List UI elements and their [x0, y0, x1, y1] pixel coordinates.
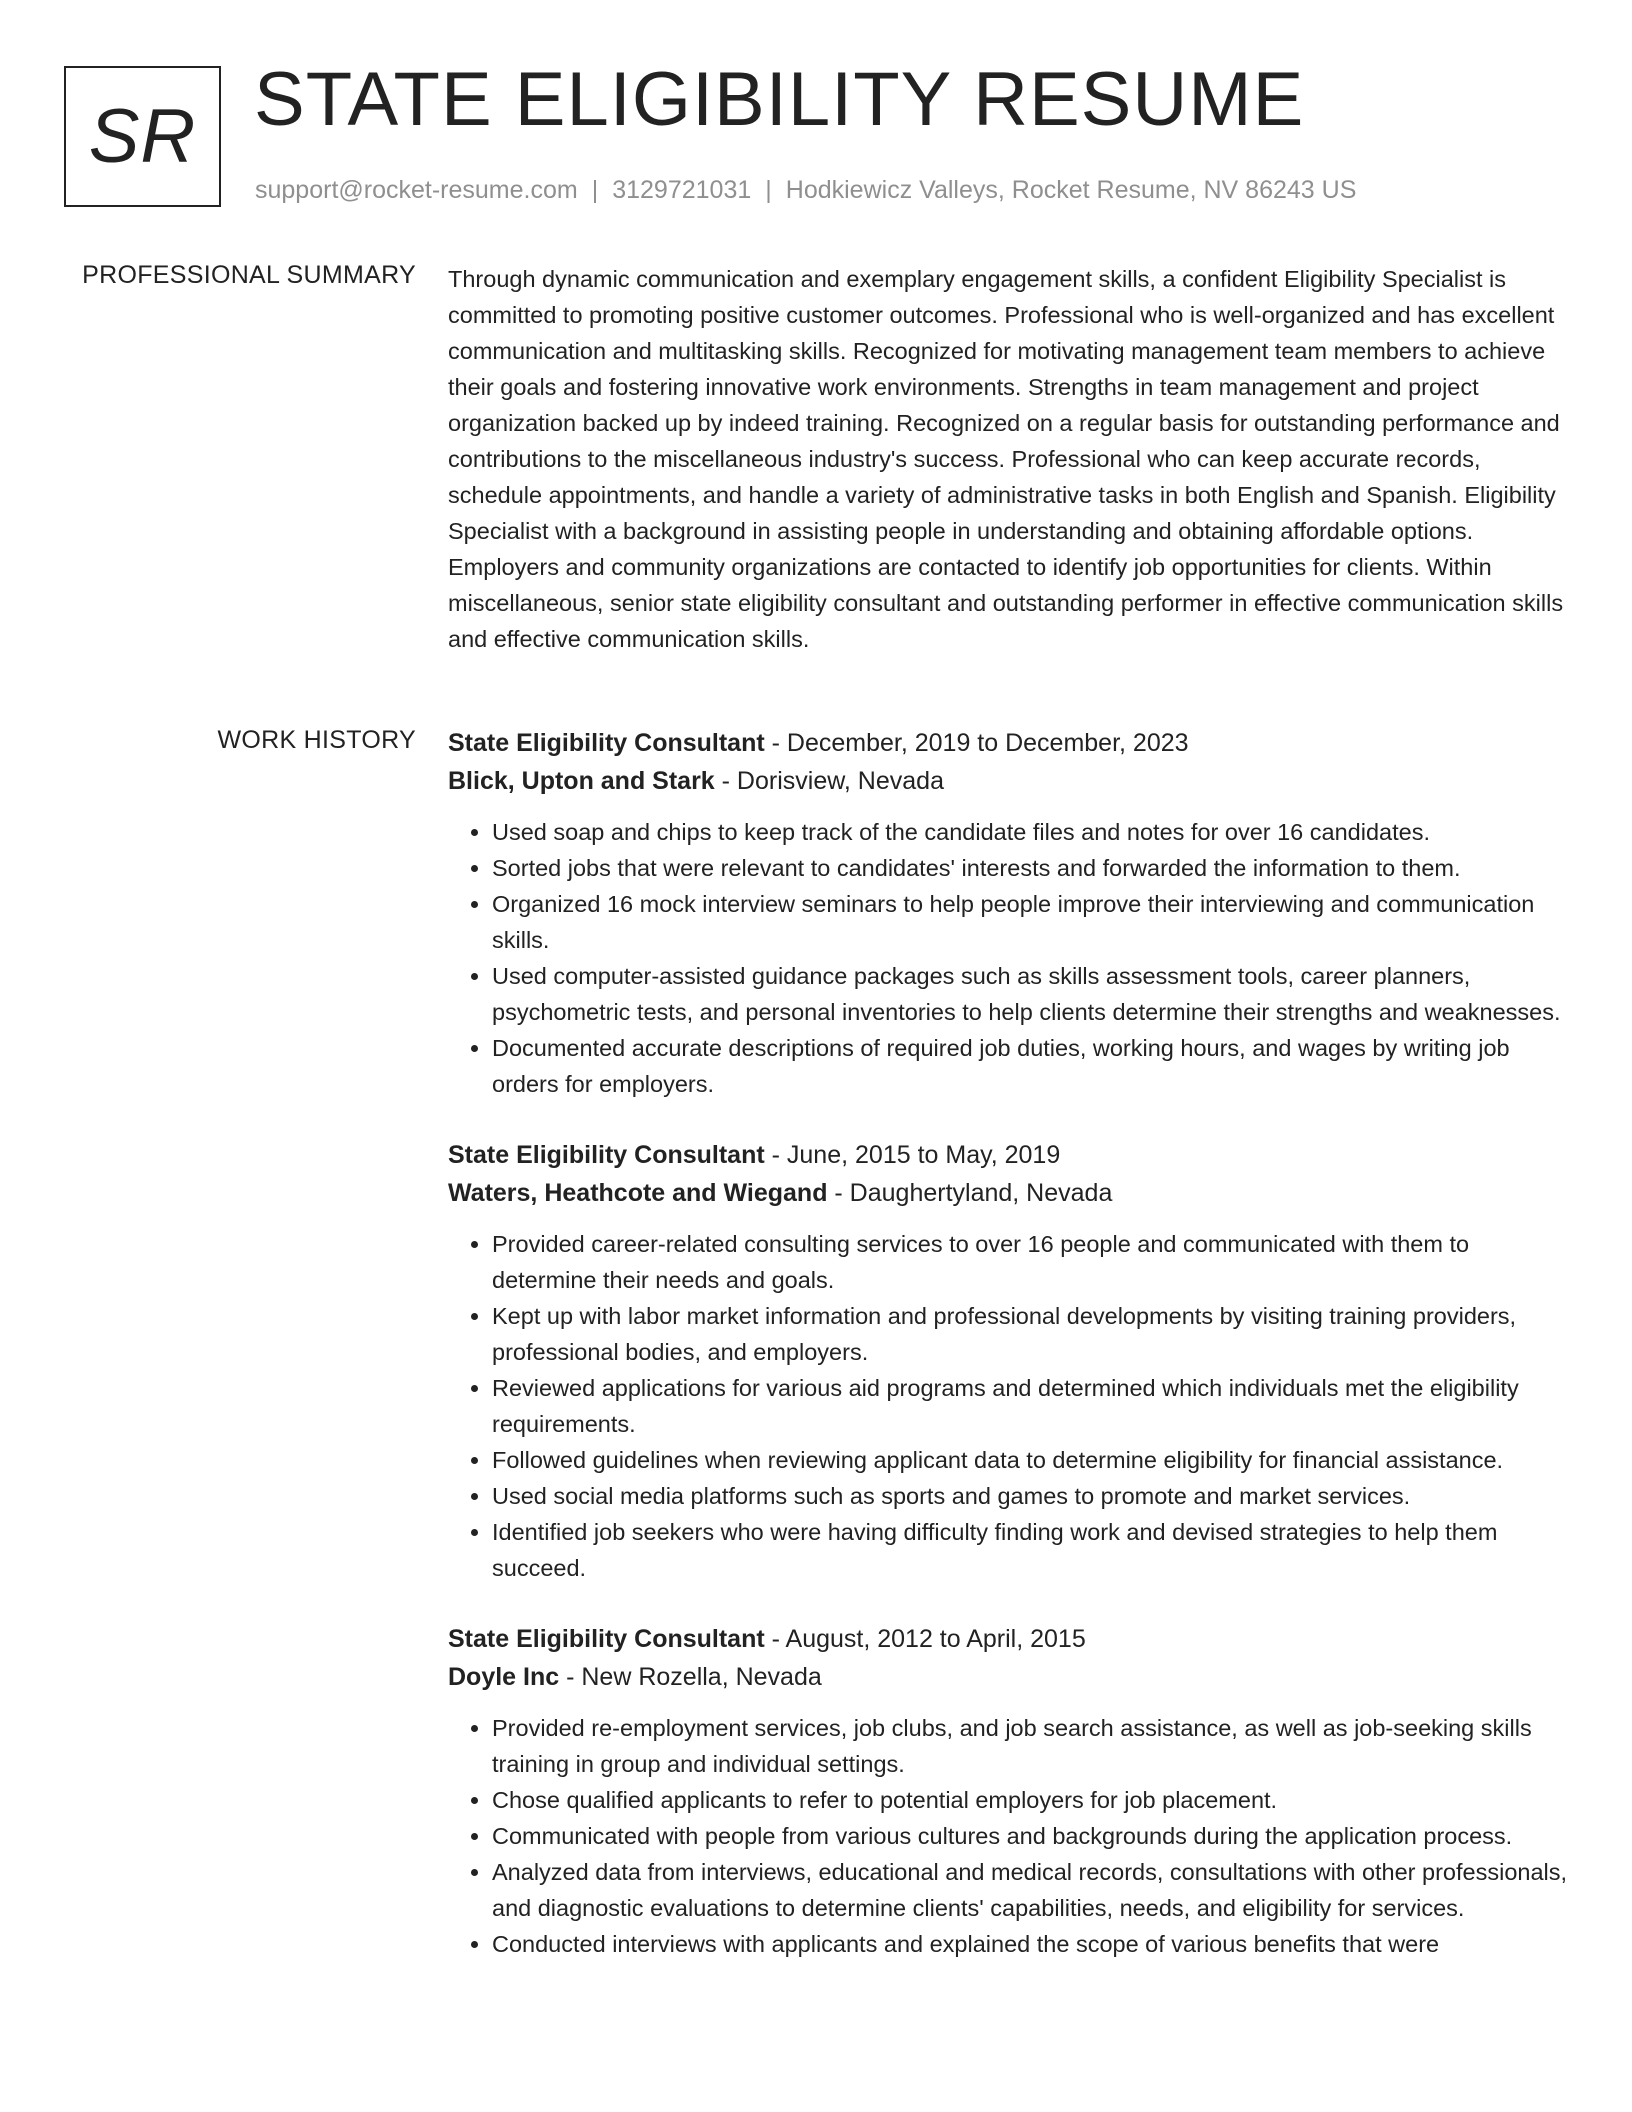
monogram [64, 66, 221, 207]
contact-email[interactable]: support@rocket-resume.com [255, 176, 578, 204]
contact-phone[interactable]: 3129721031 [612, 176, 752, 204]
job-entry [448, 1136, 1568, 1586]
monogram-initials: SR [88, 94, 197, 179]
job-dates: - December, 2019 to December, 2023 [764, 729, 1189, 757]
work-history-label: WORK HISTORY [217, 726, 416, 754]
contact-address: Hodkiewicz Valleys, Rocket Resume, NV 86243 US [785, 176, 1357, 204]
job-bullet: • Chose qualified applicants to refer to potential employers for job placement. [492, 1782, 1568, 1818]
job-title-line [448, 724, 1568, 762]
job-entry [448, 1620, 1568, 1962]
job-bullet: • Documented accurate descriptions of required job duties, working hours, and wages by writing job orders for employers. [492, 1030, 1568, 1102]
job-company-line [448, 1174, 1568, 1212]
job-bullet: • Used social media platforms such as sports and games to promote and market services. [492, 1478, 1568, 1514]
contact-separator: | [591, 176, 599, 204]
contact-separator: | [765, 176, 772, 204]
job-bullets [448, 814, 1568, 1102]
job-company-line [448, 1658, 1568, 1696]
job-dates: - August, 2012 to April, 2015 [764, 1625, 1086, 1653]
job-bullet: • Analyzed data from interviews, educational and medical records, consultations with other professionals, and diagnostic evaluations to determine clients' capabilities, needs, and eligibility for services. [492, 1854, 1568, 1926]
job-bullet: • Organized 16 mock interview seminars to help people improve their interviewing and communication skills. [492, 886, 1568, 958]
job-bullet: • Provided career-related consulting services to over 16 people and communicated with them to determine their needs and goals. [492, 1226, 1568, 1298]
job-company: Doyle Inc [448, 1663, 560, 1691]
job-location: - Dorisview, Nevada [714, 767, 944, 795]
job-bullet: • Conducted interviews with applicants and explained the scope of various benefits that were [492, 1926, 1568, 1962]
job-bullets [448, 1226, 1568, 1586]
job-bullet: • Provided re-employment services, job clubs, and job search assistance, as well as job-seeking skills training in group and individual settings. [492, 1710, 1568, 1782]
job-bullets [448, 1710, 1568, 1962]
job-company: Waters, Heathcote and Wiegand [448, 1179, 828, 1207]
job-bullet: • Identified job seekers who were having difficulty finding work and devised strategies to help them succeed. [492, 1514, 1568, 1586]
job-bullet: • Followed guidelines when reviewing applicant data to determine eligibility for financial assistance. [492, 1442, 1568, 1478]
summary-text: Through dynamic communication and exemplary engagement skills, a confident Eligibility Specialist is committed to promoting positive customer outcomes. Professional who is well-organized and has excellent communication and multitasking skills. Recognized for motivating management team members to achieve their goals and fostering innovative work environments. Strengths in team management and project organization backed up by indeed training. Recognized on a regular basis for outstanding performance and contributions to the miscellaneous industry's success. Professional who can keep accurate records, schedule appointments, and handle a variety of administrative tasks in both English and Spanish. Eligibility Specialist with a background in assisting people in understanding and obtaining affordable options. Employers and community organizations are contacted to identify job opportunities for clients. Within miscellaneous, senior state eligibility consultant and outstanding performer in effective communication skills and effective communication skills. [448, 266, 1564, 652]
job-title: State Eligibility Consultant [448, 1141, 765, 1169]
job-company-line [448, 762, 1568, 800]
job-bullet: • Kept up with labor market information and professional developments by visiting training providers, professional bodies, and employers. [492, 1298, 1568, 1370]
job-title-line [448, 1620, 1568, 1658]
summary-label: PROFESSIONAL SUMMARY [82, 261, 416, 289]
job-bullet: • Used soap and chips to keep track of the candidate files and notes for over 16 candidates. [492, 814, 1568, 850]
job-bullet: • Communicated with people from various cultures and backgrounds during the application process. [492, 1818, 1568, 1854]
job-location: - New Rozella, Nevada [559, 1663, 822, 1691]
job-entry [448, 724, 1568, 1102]
job-dates: - June, 2015 to May, 2019 [764, 1141, 1061, 1169]
job-title: State Eligibility Consultant [448, 1625, 765, 1653]
contact-line [255, 176, 1356, 205]
job-bullet: • Reviewed applications for various aid programs and determined which individuals met the eligibility requirements. [492, 1370, 1568, 1442]
job-title-line [448, 1136, 1568, 1174]
job-company: Blick, Upton and Stark [448, 767, 715, 795]
job-location: - Daughertyland, Nevada [827, 1179, 1113, 1207]
job-bullet: • Used computer-assisted guidance packages such as skills assessment tools, career planners, psychometric tests, and personal inventories to help clients determine their strengths and weaknesses. [492, 958, 1568, 1030]
job-title: State Eligibility Consultant [448, 729, 765, 757]
resume-title: STATE ELIGIBILITY RESUME [254, 57, 1305, 142]
job-bullet: • Sorted jobs that were relevant to candidates' interests and forwarded the information to them. [492, 850, 1568, 886]
